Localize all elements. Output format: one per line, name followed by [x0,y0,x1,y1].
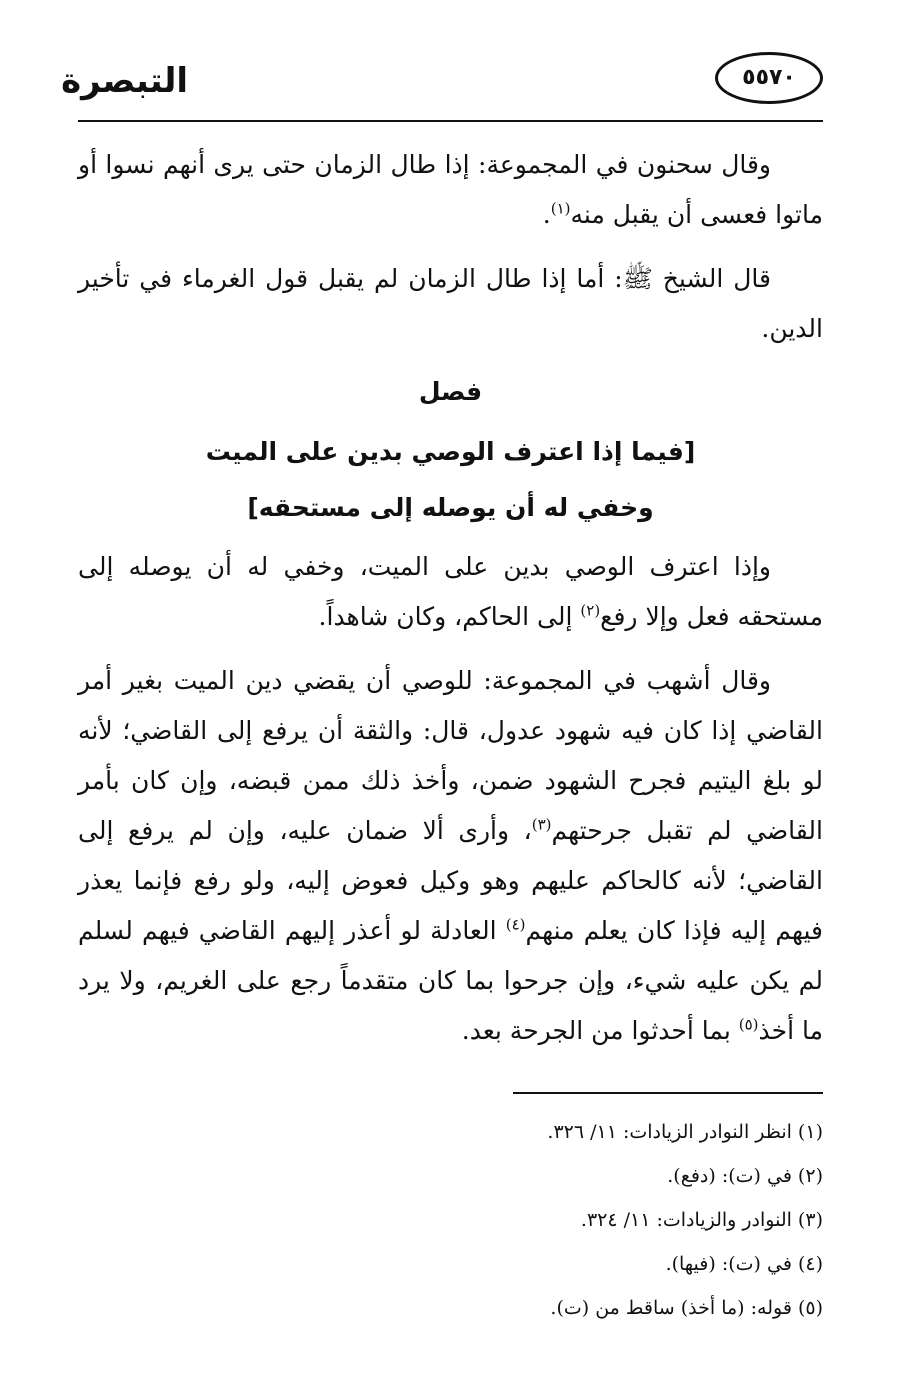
footnote-5: (٥) قوله: (ما أخذ) ساقط من (ت). [550,1297,823,1319]
paragraph-2: قال الشيخ ﷺ: أما إذا طال الزمان لم يقبل قول الغرماء في تأخير الدين. [78,264,823,343]
paragraph-1-text: وقال سحنون في المجموعة: إذا طال الزمان حتى يرى أنهم نسوا أو ماتوا فعسى أن يقبل منه [78,150,823,229]
header-divider [78,120,823,122]
section-heading: فصل [418,377,483,406]
running-title: التبصرة [61,61,188,101]
paragraph-1-end: . [542,200,551,229]
footnotes [78,1110,823,1330]
footnote-divider [513,1092,823,1094]
paragraph-3-text-b: إلى الحاكم، وكان شاهداً. [318,602,581,631]
subheading-line-1: [فيما إذا اعترف الوصي بدين على الميت [205,437,696,466]
paragraph-3 [78,542,823,642]
paragraph-4-text-b: ، وأرى ألا ضمان عليه، وإن لم يرفع إلى القاضي؛ لأنه كالحاكم عليهم وهو وكيل فعوض إليه، ولو رفع فإنما يعذر فيهم إليه فإذا كان يعلم منهم [78,816,823,945]
paragraph-4 [78,656,823,1056]
paragraph-4-text-c: العادلة لو أعذر إليهم القاضي فيهم لسلم لم يكن عليه شيء، وإن جرحوا بما كان متقدماً رجع على الغريم، ولا يرد ما أخذ [78,916,823,1045]
footnote-ref-5: (٥) [738,1015,759,1034]
paragraph-1 [78,140,823,240]
paragraph-4-text-a: وقال أشهب في المجموعة: للوصي أن يقضي دين الميت بغير أمر القاضي إذا كان فيه شهود عدول، قال: والثقة أن يرفع إلى القاضي؛ لأنه لو بلغ اليتيم فجرح الشهود ضمن، وأخذ ذلك ممن قبضه، وإن كان بأمر القاضي لم تقبل جرحتهم [78,666,823,845]
paragraph-4-text-d: بما أحدثوا من الجرحة بعد. [461,1016,739,1045]
footnote-ref-3: (٣) [531,815,552,834]
footnote-ref-1: (١) [550,199,571,218]
main-text [78,140,823,1056]
page-number: ٥٥٧٠ [715,52,823,104]
footnote-2: (٢) في (ت): (دفع). [667,1165,823,1187]
section-subheading [78,424,823,536]
footnote-ref-2: (٢) [580,601,601,620]
paragraph-3-text-a: وإذا اعترف الوصي بدين على الميت، وخفي له أن يوصله إلى مستحقه فعل وإلا رفع [78,552,823,631]
page-header [61,48,823,126]
footnote-3: (٣) النوادر والزيادات: ١١/ ٣٢٤. [580,1209,823,1231]
footnote-4: (٤) في (ت): (فيها). [665,1253,823,1275]
footnote-1: (١) انظر النوادر الزيادات: ١١/ ٣٢٦. [547,1121,823,1143]
subheading-line-2: وخفي له أن يوصله إلى مستحقه] [247,493,654,522]
footnote-ref-4: (٤) [505,915,526,934]
